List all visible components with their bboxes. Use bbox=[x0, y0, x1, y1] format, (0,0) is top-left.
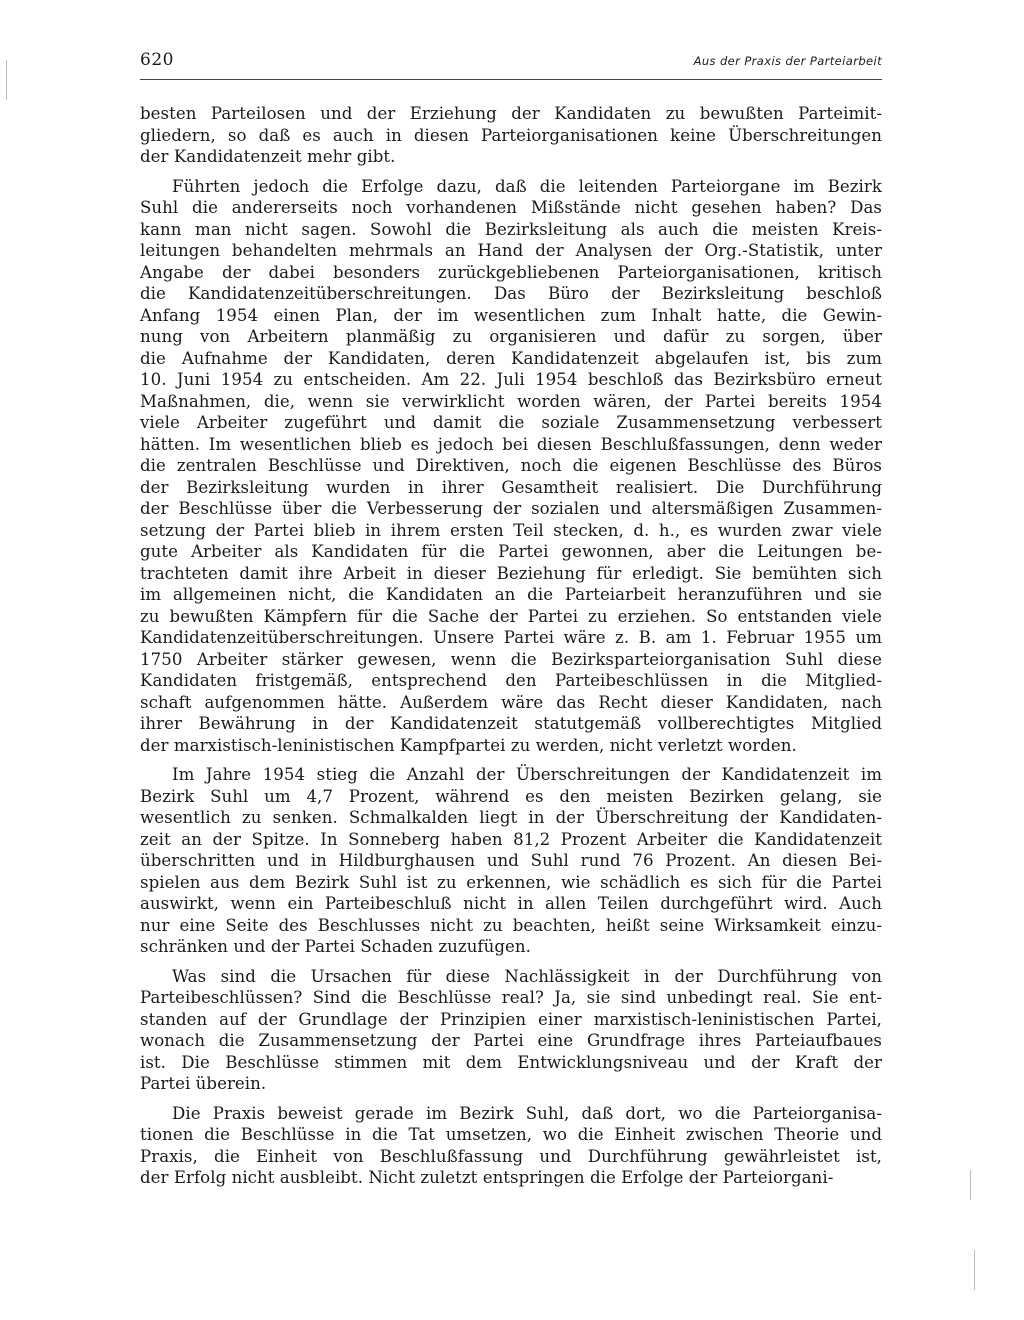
scan-edge-mark bbox=[6, 60, 7, 100]
header-rule bbox=[140, 79, 882, 80]
text-line: Partei überein. bbox=[140, 1074, 267, 1093]
text-line: Suhl die andererseits noch vorhandenen Mißstände nicht gesehen haben? Das bbox=[140, 198, 882, 217]
scan-edge-mark bbox=[970, 1170, 971, 1200]
text-line: Bezirk Suhl um 4,7 Prozent, während es den meisten Bezirken gelang, sie bbox=[140, 786, 882, 806]
text-line: standen auf der Grundlage der Prinzipien einer marxistisch-leninistischen Partei, bbox=[140, 1009, 882, 1029]
text-line: ihrer Bewährung in der Kandidatenzeit statutgemäß vollberechtigtes Mitglied bbox=[140, 714, 882, 733]
text-line: der Erfolg nicht ausbleibt. Nicht zuletzt entspringen die Erfolge der Parteiorgani- bbox=[140, 1168, 834, 1187]
text-line: 10. Juni 1954 zu entscheiden. Am 22. Juli 1954 beschloß das Bezirksbüro erneut bbox=[140, 370, 882, 389]
text-line: trachteten damit ihre Arbeit in dieser Beziehung für erledigt. Sie bemühten sich bbox=[140, 563, 882, 583]
text-line: der Beschlüsse über die Verbesserung der sozialen und altersmäßigen Zusammen- bbox=[140, 499, 882, 518]
text-line: Anfang 1954 einen Plan, der im wesentlichen zum Inhalt hatte, die Gewin- bbox=[140, 305, 882, 325]
text-line: Parteibeschlüssen? Sind die Beschlüsse real? Ja, sie sind unbedingt real. Sie ent- bbox=[140, 988, 882, 1007]
text-line: Maßnahmen, die, wenn sie verwirklicht worden wären, der Partei bereits 1954 bbox=[140, 391, 882, 411]
text-line: Die Praxis beweist gerade im Bezirk Suhl, daß dort, wo die Parteiorganisa- bbox=[172, 1103, 882, 1123]
text-line: schränken und der Partei Schaden zuzufügen. bbox=[140, 937, 531, 956]
page-number: 620 bbox=[140, 50, 174, 70]
text-line: spielen aus dem Bezirk Suhl ist zu erkennen, wie schädlich es sich für die Partei bbox=[140, 872, 882, 892]
text-line: gliedern, so daß es auch in diesen Parteiorganisationen keine Überschreitungen bbox=[140, 125, 882, 145]
text-line: viele Arbeiter zugeführt und damit die soziale Zusammensetzung verbessert bbox=[140, 413, 882, 432]
text-line: überschritten und in Hildburghausen und Suhl rund 76 Prozent. An diesen Bei- bbox=[140, 851, 882, 870]
text-line: ist. Die Beschlüsse stimmen mit dem Entwicklungsniveau und der Kraft der bbox=[140, 1052, 882, 1072]
text-line: auswirkt, wenn ein Parteibeschluß nicht in allen Teilen durchgeführt wird. Auch bbox=[140, 894, 882, 913]
text-line: Was sind die Ursachen für diese Nachlässigkeit in der Durchführung von bbox=[172, 966, 882, 986]
text-line: wesentlich zu senken. Schmalkalden liegt in der Überschreitung der Kandidaten- bbox=[140, 808, 882, 827]
text-line: gute Arbeiter als Kandidaten für die Partei gewonnen, aber die Leitungen be- bbox=[140, 542, 882, 561]
paragraph bbox=[140, 103, 882, 168]
text-line: im allgemeinen nicht, die Kandidaten an die Parteiarbeit heranzuführen und sie bbox=[140, 585, 882, 604]
text-line: nur eine Seite des Beschlusses nicht zu beachten, heißt seine Wirksamkeit einzu- bbox=[140, 915, 882, 935]
text-line: zeit an der Spitze. In Sonneberg haben 81,2 Prozent Arbeiter die Kandidatenzeit bbox=[140, 829, 882, 849]
text-line: nung von Arbeitern planmäßig zu organisieren und dafür zu sorgen, über bbox=[140, 327, 882, 346]
text-line: leitungen behandelten mehrmals an Hand der Analysen der Org.-Statistik, unter bbox=[140, 241, 882, 260]
body-text bbox=[140, 103, 882, 1197]
paragraph bbox=[140, 176, 882, 757]
text-line: Im Jahre 1954 stieg die Anzahl der Überschreitungen der Kandidatenzeit im bbox=[172, 765, 882, 784]
text-line: die Aufnahme der Kandidaten, deren Kandidatenzeit abgelaufen ist, bis zum bbox=[140, 348, 882, 368]
text-line: kann man nicht sagen. Sowohl die Bezirksleitung als auch die meisten Kreis- bbox=[140, 219, 882, 239]
text-line: die Kandidatenzeitüberschreitungen. Das Büro der Bezirksleitung beschloß bbox=[140, 284, 882, 303]
text-line: Praxis, die Einheit von Beschlußfassung und Durchführung gewährleistet ist, bbox=[140, 1146, 882, 1166]
paragraph bbox=[140, 966, 882, 1095]
text-line: der Kandidatenzeit mehr gibt. bbox=[140, 147, 396, 166]
text-line: 1750 Arbeiter stärker gewesen, wenn die Bezirksparteiorganisation Suhl diese bbox=[140, 649, 882, 669]
text-line: hätten. Im wesentlichen blieb es jedoch bei diesen Beschlußfassungen, denn weder bbox=[140, 434, 882, 454]
text-line: Kandidaten fristgemäß, entsprechend den Parteibeschlüssen in die Mitglied- bbox=[140, 671, 882, 690]
page-header bbox=[140, 48, 882, 78]
text-line: schaft aufgenommen hätte. Außerdem wäre das Recht dieser Kandidaten, nach bbox=[140, 692, 882, 712]
running-head: Aus der Praxis der Parteiarbeit bbox=[693, 54, 882, 68]
paragraph bbox=[140, 1103, 882, 1189]
text-line: Kandidatenzeitüberschreitungen. Unsere Partei wäre z. B. am 1. Februar 1955 um bbox=[140, 628, 882, 647]
text-line: besten Parteilosen und der Erziehung der Kandidaten zu bewußten Parteimit- bbox=[140, 104, 882, 123]
text-line: Angabe der dabei besonders zurückgebliebenen Parteiorganisationen, kritisch bbox=[140, 262, 882, 282]
text-line: der marxistisch-leninistischen Kampfpartei zu werden, nicht verletzt worden. bbox=[140, 735, 797, 755]
text-line: setzung der Partei blieb in ihrem ersten Teil stecken, d. h., es wurden zwar viele bbox=[140, 520, 882, 540]
text-line: tionen die Beschlüsse in die Tat umsetzen, wo die Einheit zwischen Theorie und bbox=[140, 1125, 882, 1144]
text-line: Führten jedoch die Erfolge dazu, daß die leitenden Parteiorgane im Bezirk bbox=[172, 176, 882, 196]
paragraph bbox=[140, 764, 882, 958]
text-line: zu bewußten Kämpfern für die Sache der Partei zu erziehen. So entstanden viele bbox=[140, 606, 882, 626]
scan-edge-mark bbox=[974, 1250, 975, 1290]
text-line: die zentralen Beschlüsse und Direktiven, noch die eigenen Beschlüsse des Büros bbox=[140, 456, 882, 475]
text-line: wonach die Zusammensetzung der Partei eine Grundfrage ihres Parteiaufbaues bbox=[140, 1031, 882, 1050]
text-line: der Bezirksleitung wurden in ihrer Gesamtheit realisiert. Die Durchführung bbox=[140, 477, 882, 497]
